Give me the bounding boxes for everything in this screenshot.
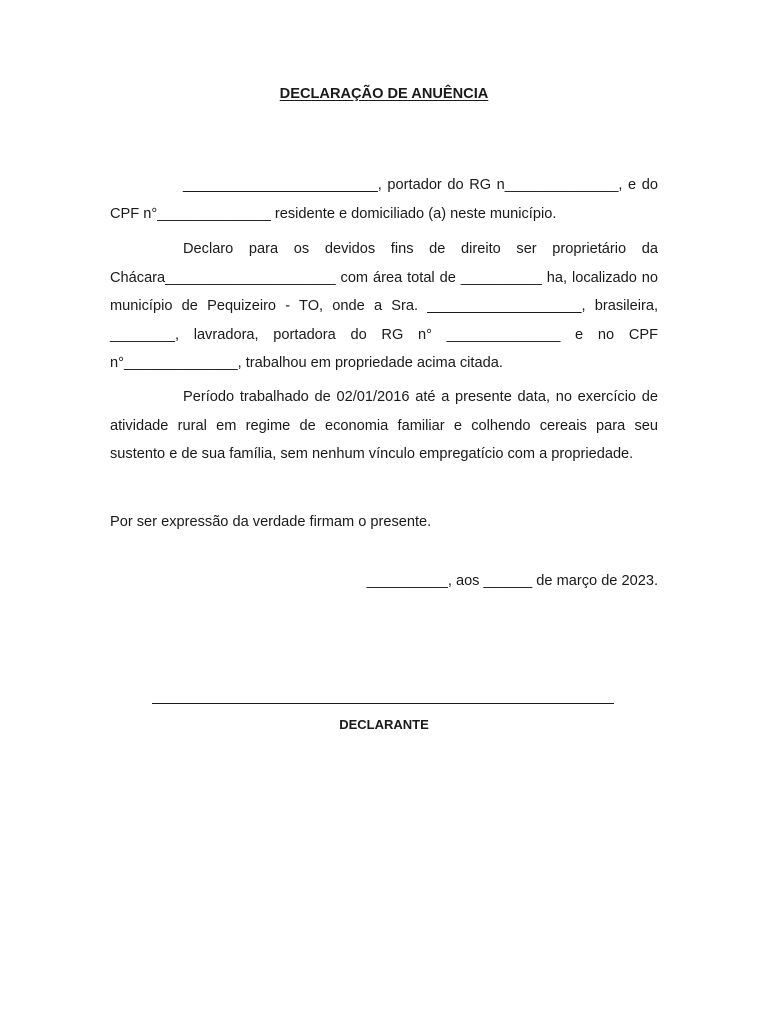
p1-text-a: , portador do RG n xyxy=(377,177,505,193)
signature-line xyxy=(152,703,614,704)
p2-text-e: , lavradora, portadora do RG n° xyxy=(174,326,447,343)
blank-day: ______ xyxy=(483,573,533,589)
p2-text-g: , trabalhou em propriedade acima citada. xyxy=(237,355,503,371)
paragraph-period: Período trabalhado de 02/01/2016 até a presente data, no exercício de atividade rural em regime de economia familiar e colhendo cereais para seu sustento e de sua família, sem nenhum vínculo empregatício com a propriedade. xyxy=(110,389,658,462)
blank-estado: ________ xyxy=(110,326,175,343)
date-text-b: de março de 2023. xyxy=(532,573,658,589)
blank-area: __________ xyxy=(460,269,542,286)
p1-text-b: , e do CPF n° xyxy=(110,177,658,222)
blank-city: __________ xyxy=(366,573,448,589)
blank-cpf-2: ______________ xyxy=(123,355,238,371)
signature-label: DECLARANTE xyxy=(339,717,429,732)
p1-text-c: residente e domiciliado (a) neste município. xyxy=(270,205,557,222)
blank-rg: ______________ xyxy=(504,177,619,193)
p2-text-c: ha, localizado no município de Pequizeiro - TO, onde a Sra. xyxy=(110,269,658,314)
date-line xyxy=(367,567,658,595)
p2-text-f: e no CPF n° xyxy=(110,326,659,371)
paragraph-declaration xyxy=(110,235,658,378)
paragraph-closing: Por ser expressão da verdade firmam o presente. xyxy=(110,514,432,530)
blank-chacara: _____________________ xyxy=(165,269,336,286)
date-text-a: , aos xyxy=(447,573,484,589)
document-title xyxy=(0,86,768,102)
blank-cpf: ______________ xyxy=(157,205,271,222)
paragraph-identification xyxy=(110,171,658,228)
p2-text-d: , brasileira, xyxy=(581,298,659,314)
blank-rg-2: ______________ xyxy=(446,326,561,343)
blank-name: ________________________ xyxy=(183,177,378,193)
blank-sra: ___________________ xyxy=(427,298,582,314)
document-title-text: DECLARAÇÃO DE ANUÊNCIA xyxy=(279,86,489,102)
p2-text-b: com área total de xyxy=(335,269,461,286)
p2-text-a: Declaro para os devidos fins de direito ser proprietário da Chácara xyxy=(110,241,658,286)
